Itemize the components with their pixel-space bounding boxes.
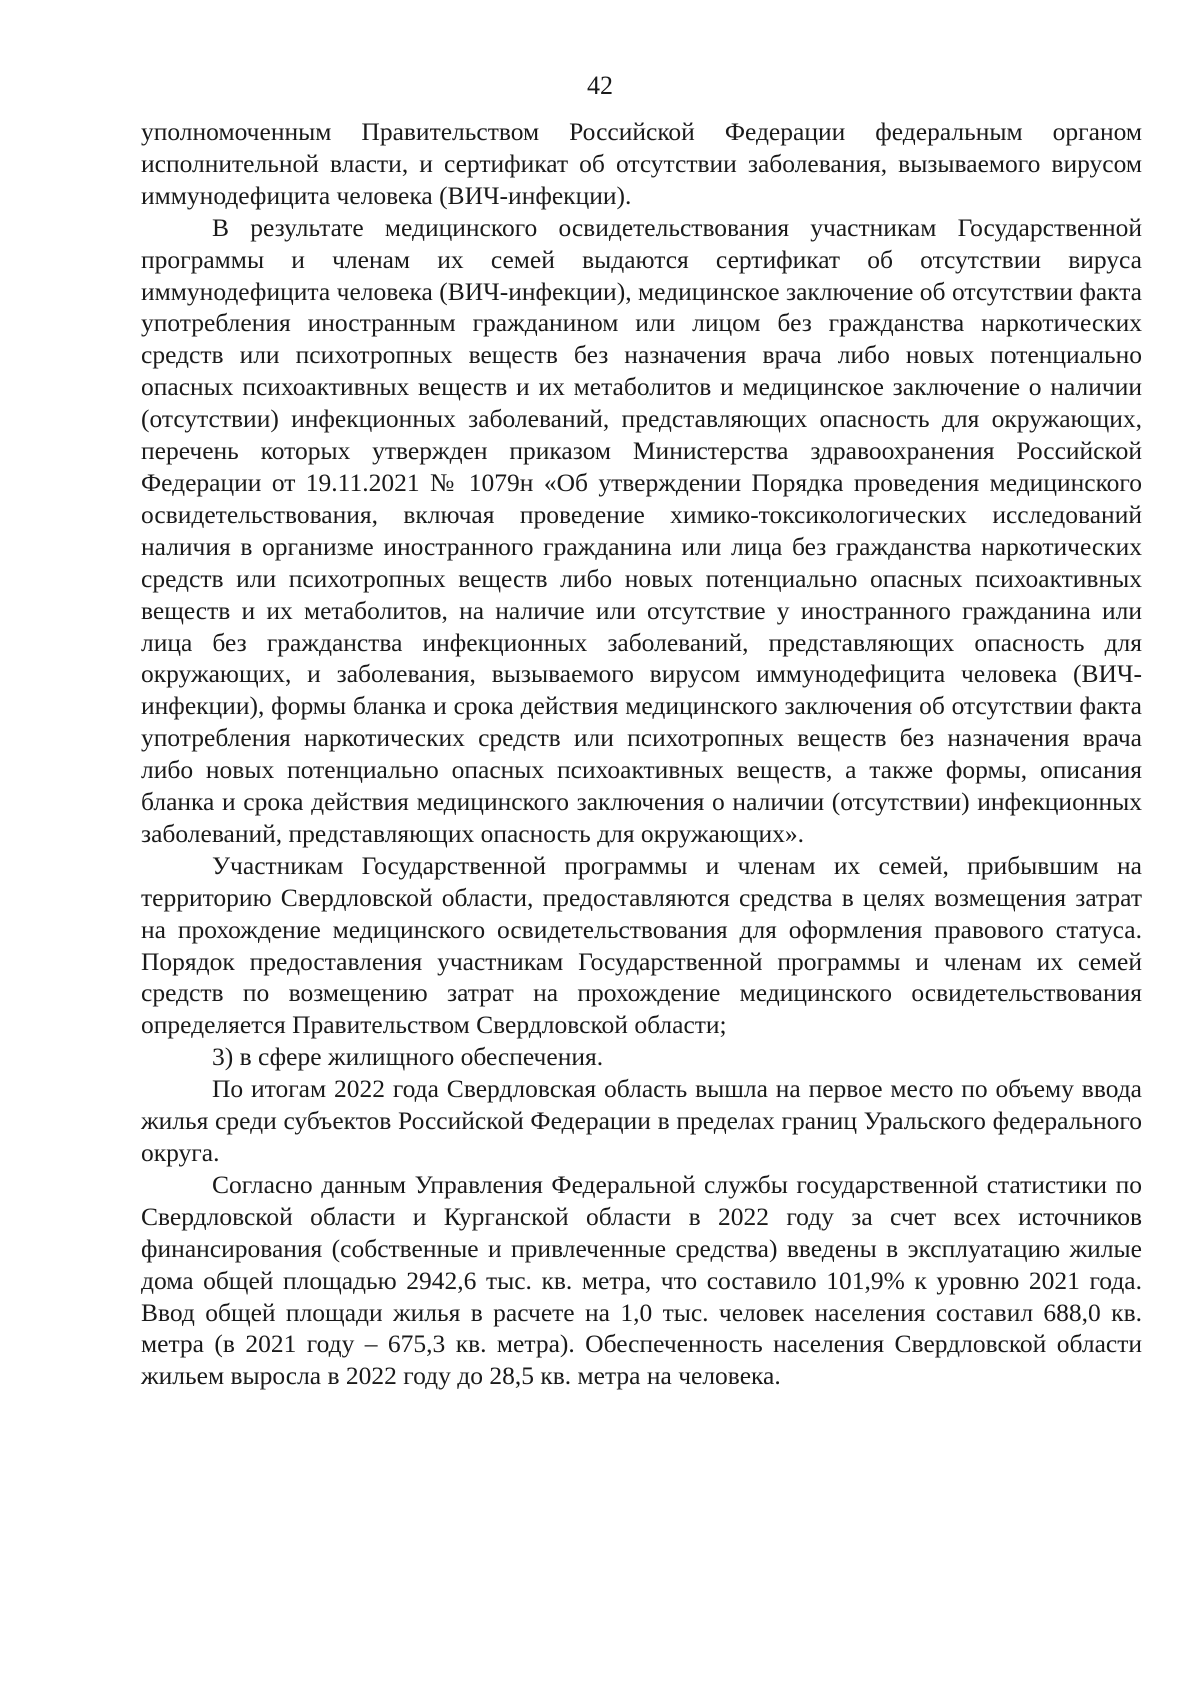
paragraph-4: 3) в сфере жилищного обеспечения. [212,1042,604,1072]
paragraph-1: уполномоченным Правительством Российской Федерации федеральным органом исполнительной власти, и сертификат об отсутствии заболевания, вызываемого вирусом иммунодефицита человека (ВИЧ-инфекции). [141,117,1142,210]
page-number: 42 [587,71,613,100]
paragraph-6: Согласно данным Управления Федеральной службы государственной статистики по Свердловской области и Курганской области в 2022 году за счет всех источников финансирования (собственные и привлеченные средства) введены в эксплуатацию жилые дома общей площадью 2942,6 тыс. кв. метра, что составило 101,9% к уровню 2021 года. Ввод общей площади жилья в расчете на 1,0 тыс. человек населения составил 688,0 кв. метра (в 2021 году – 675,3 кв. метра). Обеспеченность населения Свердловской области жильем выросла в 2022 году до 28,5 кв. метра на человека. [141,1169,1142,1391]
paragraph-5: По итогам 2022 года Свердловская область вышла на первое место по объему ввода жилья среди субъектов Российской Федерации в пределах границ Уральского федерального округа. [141,1074,1142,1167]
paragraph-2: В результате медицинского освидетельствования участникам Государственной программы и членам их семей выдаются сертификат об отсутствии вируса иммунодефицита человека (ВИЧ-инфекции), медицинское заключение об отсутствии факта употребления иностранным гражданином или лицом без гражданства наркотических средств или психотропных веществ без назначения врача либо новых потенциально опасных психоактивных веществ и их метаболитов и медицинское заключение о наличии (отсутствии) инфекционных заболеваний, представляющих опасность для окружающих, перечень которых утвержден приказом Министерства здравоохранения Российской Федерации от 19.11.2021 № 1079н «Об утверждении Порядка проведения медицинского освидетельствования, включая проведение химико-токсикологических исследований наличия в организме иностранного гражданина или лица без гражданства наркотических средств или психотропных веществ либо новых потенциально опасных психоактивных веществ и их метаболитов, на наличие или отсутствие у иностранного гражданина или лица без гражданства инфекционных заболеваний, представляющих опасность для окружающих, и заболевания, вызываемого вирусом иммунодефицита человека (ВИЧ-инфекции), формы бланка и срока действия медицинского заключения об отсутствии факта употребления наркотических средств или психотропных веществ без назначения врача либо новых потенциально опасных психоактивных веществ, а также формы, описания бланка и срока действия медицинского заключения о наличии (отсутствии) инфекционных заболеваний, представляющих опасность для окружающих». [141,212,1142,848]
paragraph-3: Участникам Государственной программы и членам их семей, прибывшим на территорию Свердловской области, предоставляются средства в целях возмещения затрат на прохождение медицинского освидетельствования для оформления правового статуса. Порядок предоставления участникам Государственной программы и членам их семей средств по возмещению затрат на прохождение медицинского освидетельствования определяется Правительством Свердловской области; [141,850,1142,1040]
document-body [141,116,1142,1392]
